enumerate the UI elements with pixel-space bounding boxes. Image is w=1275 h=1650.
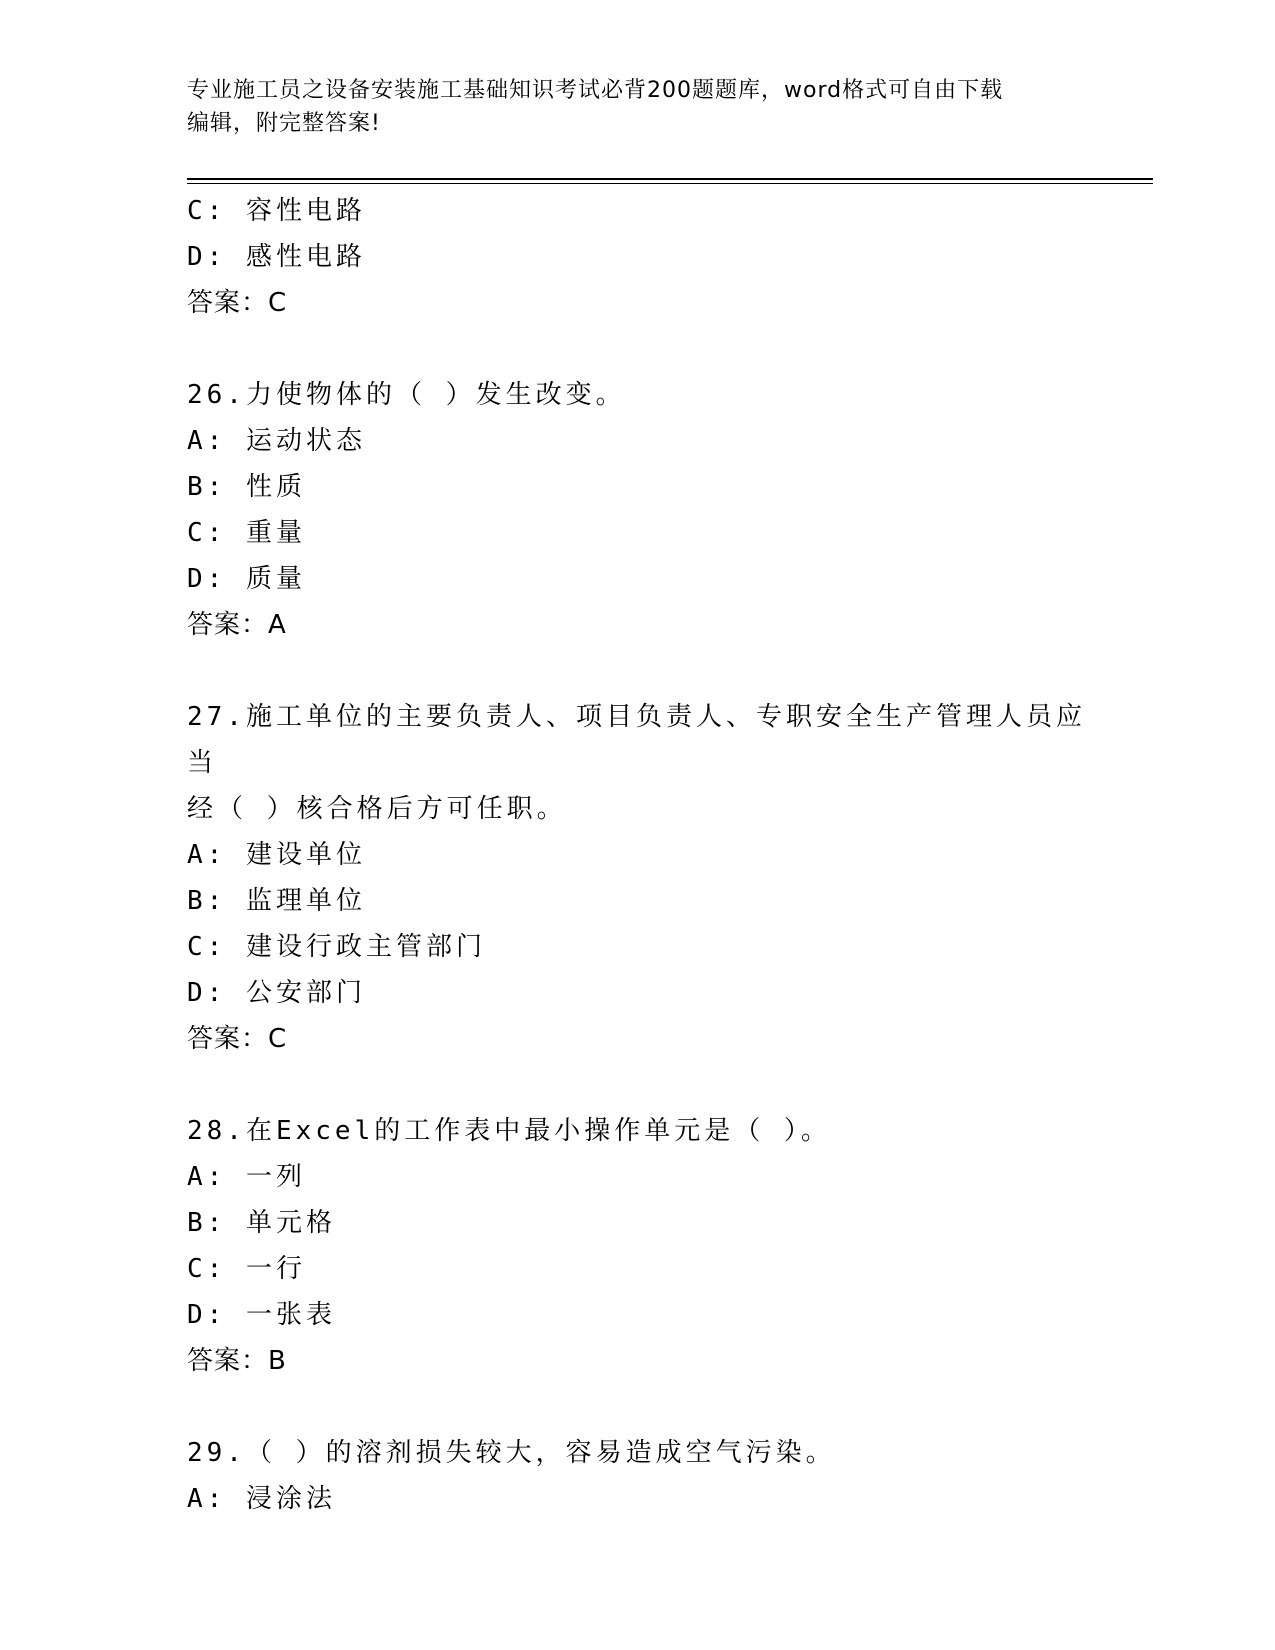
question-block-28 [187, 1108, 1087, 1384]
header-title-line-2: 编辑，附完整答案! [187, 111, 381, 136]
question-stem: 26.力使物体的（ ）发生改变。 [187, 380, 626, 410]
option-c: C: 容性电路 [187, 196, 366, 226]
option-a: A: 建设单位 [187, 840, 366, 870]
option-d: D: 一张表 [187, 1300, 336, 1330]
question-block-27 [187, 694, 1087, 1062]
header-title-line-1: 专业施工员之设备安装施工基础知识考试必背200题题库，word格式可自由下载 [187, 78, 1004, 103]
document-header [187, 74, 1087, 140]
question-block-25 [187, 188, 1087, 326]
spacer [187, 326, 1087, 372]
option-d: D: 质量 [187, 564, 306, 594]
question-stem-line-2: 经（ ）核合格后方可任职。 [187, 794, 567, 824]
question-block-26 [187, 372, 1087, 648]
option-c: C: 一行 [187, 1254, 306, 1284]
option-a: A: 运动状态 [187, 426, 366, 456]
answer-line: 答案：C [187, 288, 288, 318]
option-a: A: 一列 [187, 1162, 306, 1192]
option-b: B: 监理单位 [187, 886, 366, 916]
answer-line: 答案：B [187, 1346, 287, 1376]
spacer [187, 1062, 1087, 1108]
answer-line: 答案：A [187, 610, 287, 640]
question-stem: 28.在Excel的工作表中最小操作单元是（ ）。 [187, 1116, 831, 1146]
question-stem: 29.（ ）的溶剂损失较大，容易造成空气污染。 [187, 1438, 836, 1468]
option-a: A: 浸涂法 [187, 1484, 336, 1514]
option-c: C: 建设行政主管部门 [187, 932, 486, 962]
header-rule-thick [187, 178, 1153, 180]
question-stem-line-1: 27.施工单位的主要负责人、项目负责人、专职安全生产管理人员应当 [187, 702, 1086, 778]
spacer [187, 648, 1087, 694]
answer-line: 答案：C [187, 1024, 288, 1054]
option-d: D: 感性电路 [187, 242, 366, 272]
option-b: B: 单元格 [187, 1208, 336, 1238]
question-block-29 [187, 1430, 1087, 1522]
header-rule-thin [187, 183, 1153, 184]
option-c: C: 重量 [187, 518, 306, 548]
option-d: D: 公安部门 [187, 978, 366, 1008]
question-list [187, 188, 1087, 1522]
spacer [187, 1384, 1087, 1430]
option-b: B: 性质 [187, 472, 306, 502]
